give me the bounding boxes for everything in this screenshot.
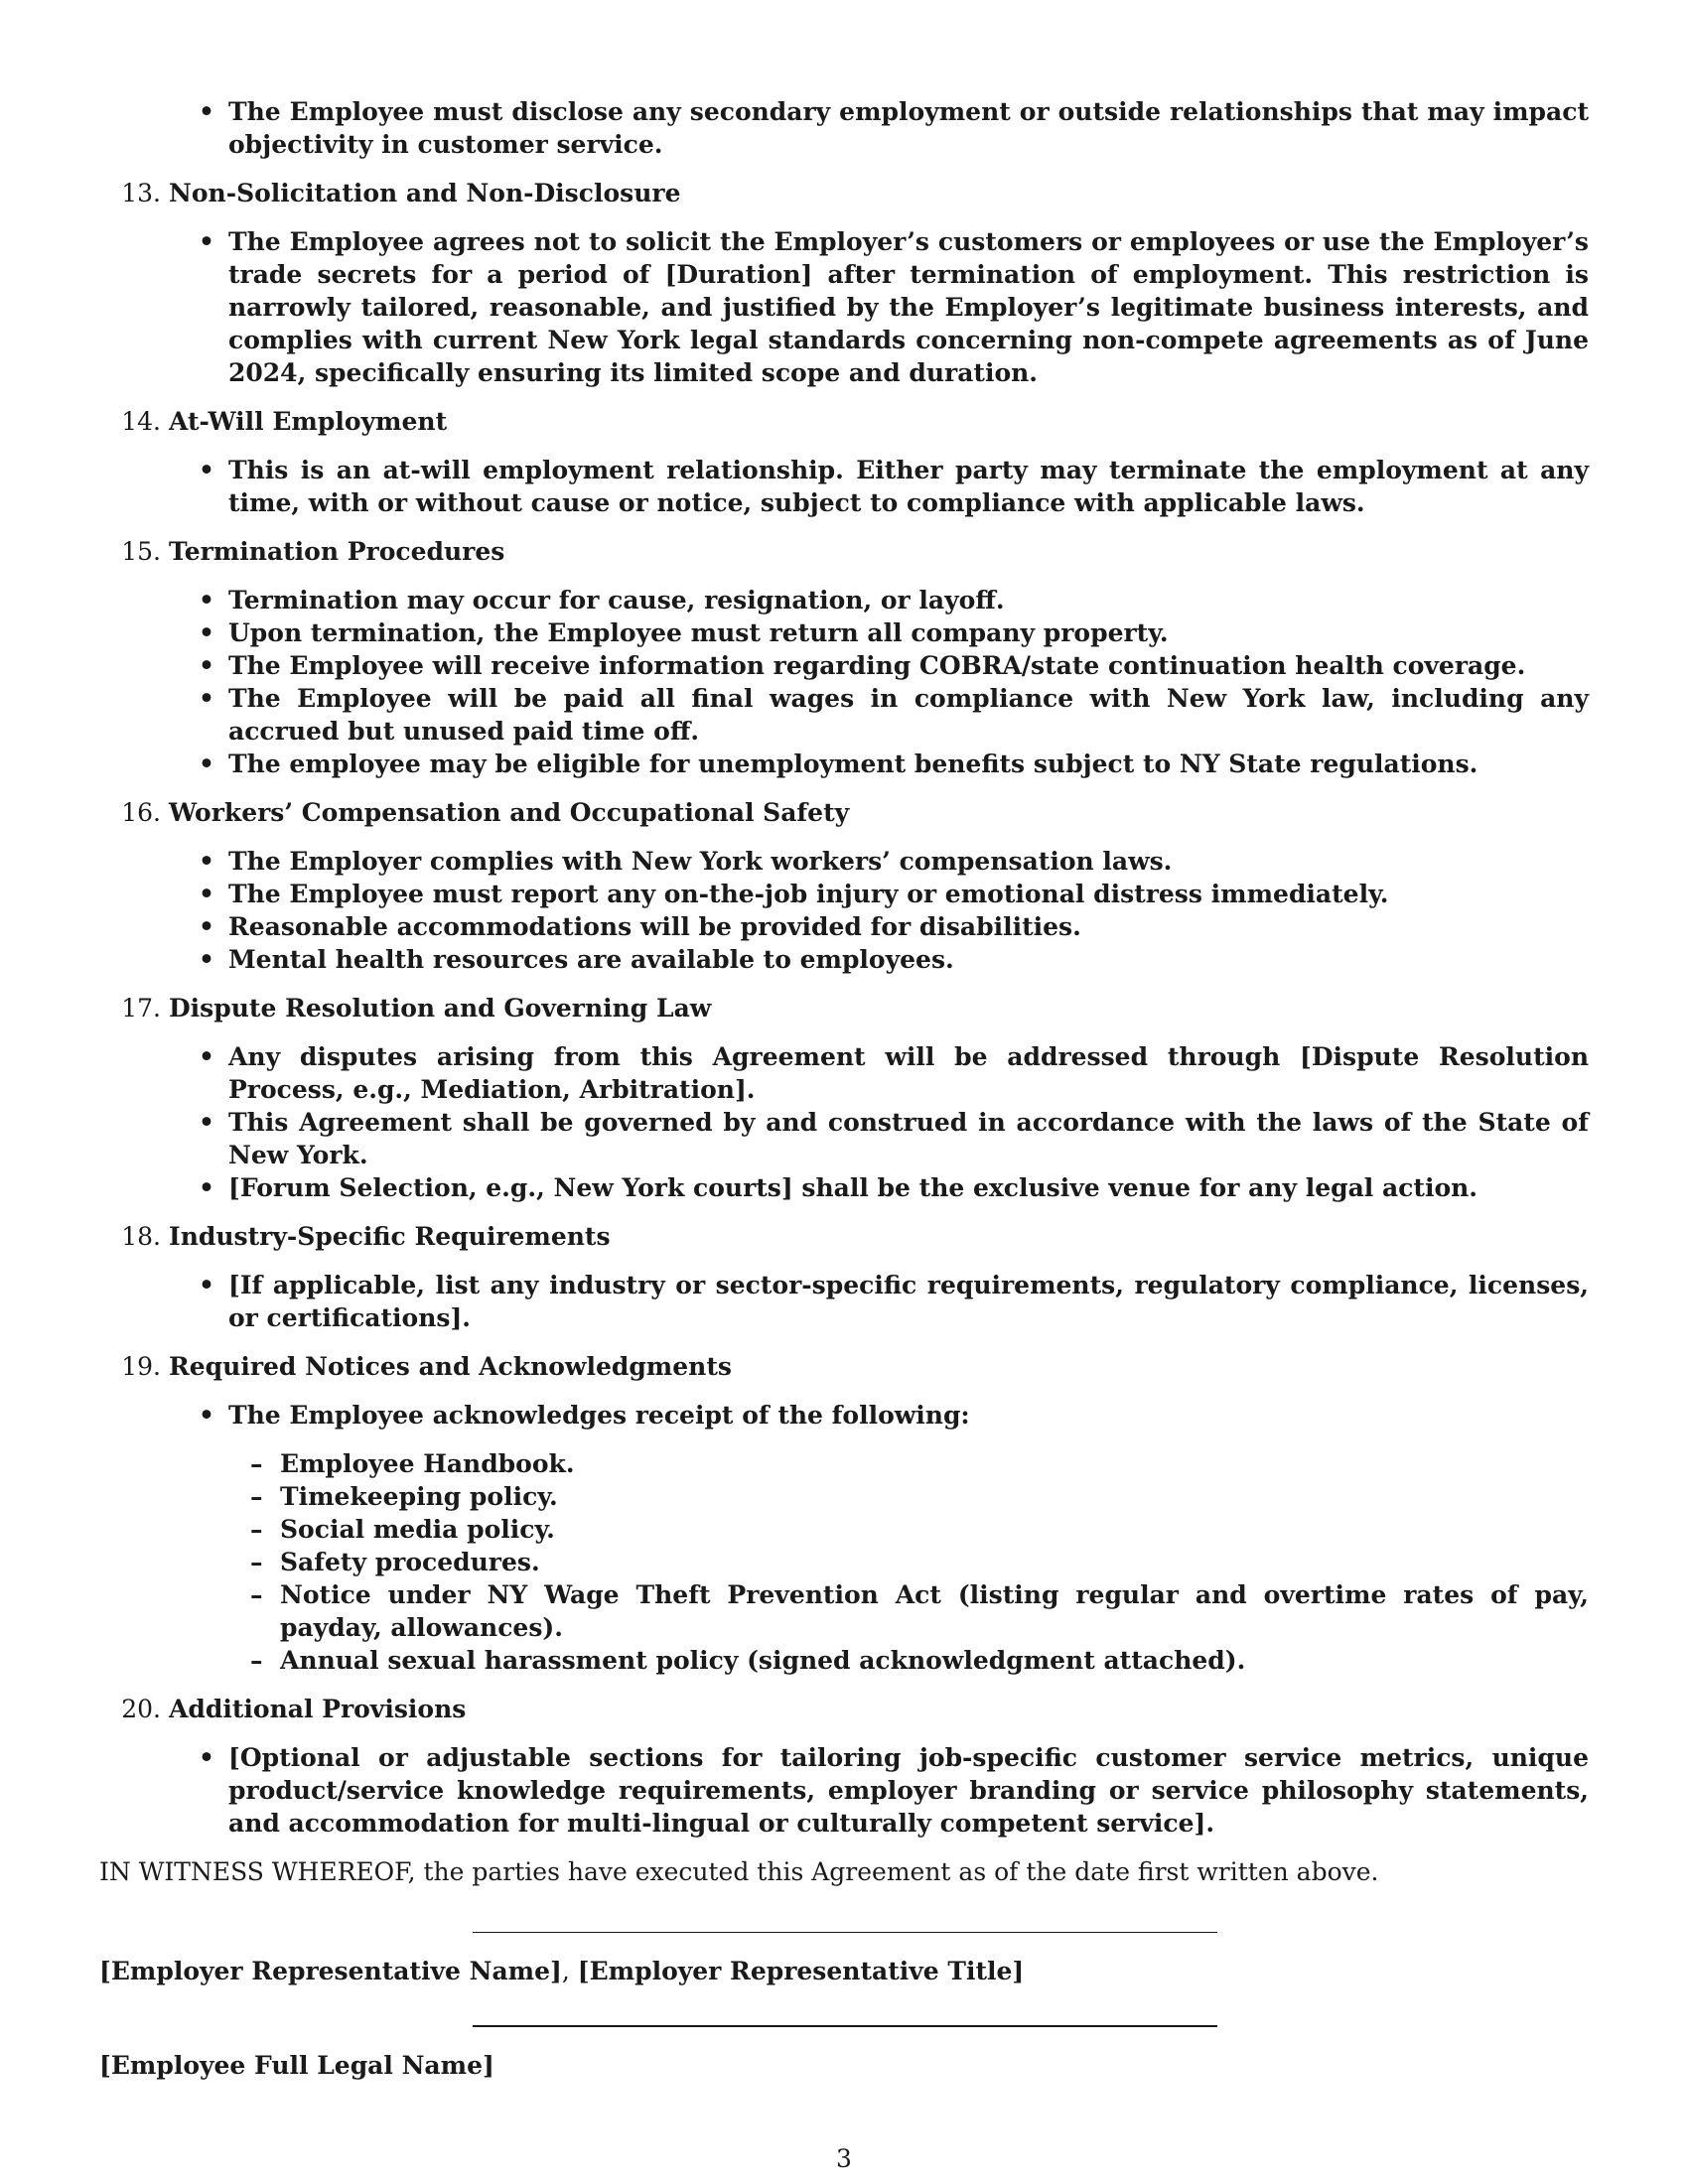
section-title: Workers’ Compensation and Occupational Safety (169, 798, 850, 827)
list-item: • This Agreement shall be governed by and construed in accordance with the laws of the State of New York. (228, 1106, 1589, 1171)
employer-representative-title: [Employer Representative Title] (577, 1957, 1025, 1985)
list-item: • Termination may occur for cause, resignation, or layoff. (228, 584, 1589, 616)
section-number: 19. (121, 1352, 161, 1381)
text: shall be the exclusive venue for any legal action. (792, 1173, 1477, 1202)
list-item (228, 1269, 1589, 1334)
section-number: 18. (121, 1222, 161, 1251)
section-number: 14. (121, 407, 161, 436)
list-item: • The Employee will be paid all final wages in compliance with New York law, including any accrued but unused paid time off. (228, 682, 1589, 748)
employer-signature-block (99, 1955, 1589, 1987)
sub-list-item: – Social media policy. (280, 1513, 1589, 1546)
sub-list-item: – Annual sexual harassment policy (signed acknowledgment attached). (280, 1644, 1589, 1677)
text: . (462, 1303, 472, 1332)
section-title: Termination Procedures (169, 537, 505, 566)
section-19 (99, 1350, 1589, 1677)
sub-list-item: – Timekeeping policy. (280, 1480, 1589, 1513)
list-item: • Mental health resources are available to employees. (228, 943, 1589, 976)
list-item (228, 225, 1589, 389)
employee-full-legal-name: [Employee Full Legal Name] (99, 2051, 494, 2080)
text: The Employee acknowledges receipt of the following: (228, 1401, 970, 1430)
placeholder-field: [Dispute Resolution Process, e.g., Mediation, Arbitration] (228, 1042, 1589, 1104)
employee-signature-line (473, 2025, 1217, 2027)
list-item: • The Employee will receive information regarding COBRA/state continuation health coverage. (228, 649, 1589, 682)
list-item: • The Employee must report any on-the-job injury or emotional distress immediately. (228, 878, 1589, 910)
placeholder-field: [Duration] (664, 260, 813, 289)
sub-list-item: – Notice under NY Wage Theft Prevention Act (listing regular and overtime rates of pay, payday, allowances). (280, 1578, 1589, 1644)
section-14 (99, 405, 1589, 519)
list-item (228, 1171, 1589, 1204)
page-number: 3 (836, 2144, 852, 2173)
section-title: Dispute Resolution and Governing Law (169, 994, 712, 1023)
placeholder-field: [Forum Selection, e.g., New York courts] (228, 1173, 793, 1202)
list-item: • The Employee must disclose any secondary employment or outside relationships that may impact objectivity in customer service. (228, 95, 1589, 161)
section-title: Non-Solicitation and Non-Disclosure (169, 179, 681, 207)
sub-list (228, 1447, 1589, 1677)
list-item (228, 1040, 1589, 1106)
section-number: 17. (121, 994, 161, 1023)
section-number: 20. (121, 1695, 161, 1723)
section-13 (99, 177, 1589, 389)
text: . (1205, 1809, 1215, 1838)
list-item: • The Employer complies with New York workers’ compensation laws. (228, 845, 1589, 878)
text: Any disputes arising from this Agreement will be addressed through (228, 1042, 1301, 1071)
section-16 (99, 796, 1589, 976)
employer-representative-name: [Employer Representative Name] (99, 1957, 562, 1985)
text: The Employee agrees not to solicit the Employer’s customers or employees or use the Employer’s trade secrets for a period of (228, 227, 1589, 289)
list-item (228, 1741, 1589, 1840)
section-title: At-Will Employment (169, 407, 448, 436)
list-item (228, 1399, 1589, 1677)
list-item: • Reasonable accommodations will be provided for disabilities. (228, 910, 1589, 943)
list-item: • Upon termination, the Employee must return all company property. (228, 616, 1589, 649)
document-page (99, 95, 1589, 2082)
section-18 (99, 1220, 1589, 1334)
witness-clause: IN WITNESS WHEREOF, the parties have executed this Agreement as of the date first written above. (99, 1857, 1379, 1886)
section-20 (99, 1693, 1589, 1840)
section-15 (99, 535, 1589, 780)
section-17 (99, 992, 1589, 1204)
continued-bullets (99, 95, 1589, 161)
placeholder-field: [Optional or adjustable sections for tailoring job-specific customer service metrics, unique product/service knowledge requirements, employer branding or service philosophy statements, and accommodation for multi-lingual or culturally competent service] (228, 1743, 1589, 1838)
section-title: Required Notices and Acknowledgments (169, 1352, 732, 1381)
sub-list-item: – Safety procedures. (280, 1546, 1589, 1578)
section-title: Additional Provisions (169, 1695, 467, 1723)
text: after termination of employment. This restriction is narrowly tailored, reasonable, and justified by the Employer’s legitimate business interests, and complies with current New York legal standards concerning non-compete agreements as of June 2024, specifically ensuring its limited scope and duration. (228, 260, 1589, 387)
employer-signature-line (473, 1932, 1217, 1933)
placeholder-field: [If applicable, list any industry or sector-specific requirements, regulatory compliance, licenses, or certifications] (228, 1271, 1589, 1332)
separator: , (561, 1957, 578, 1985)
list-item: • This is an at-will employment relationship. Either party may terminate the employment at any time, with or without cause or notice, subject to compliance with applicable laws. (228, 454, 1589, 519)
section-title: Industry-Specific Requirements (169, 1222, 611, 1251)
text: . (746, 1075, 756, 1104)
section-number: 16. (121, 798, 161, 827)
list-item: • The employee may be eligible for unemployment benefits subject to NY State regulations. (228, 748, 1589, 780)
section-number: 15. (121, 537, 161, 566)
sub-list-item: – Employee Handbook. (280, 1447, 1589, 1480)
section-number: 13. (121, 179, 161, 207)
